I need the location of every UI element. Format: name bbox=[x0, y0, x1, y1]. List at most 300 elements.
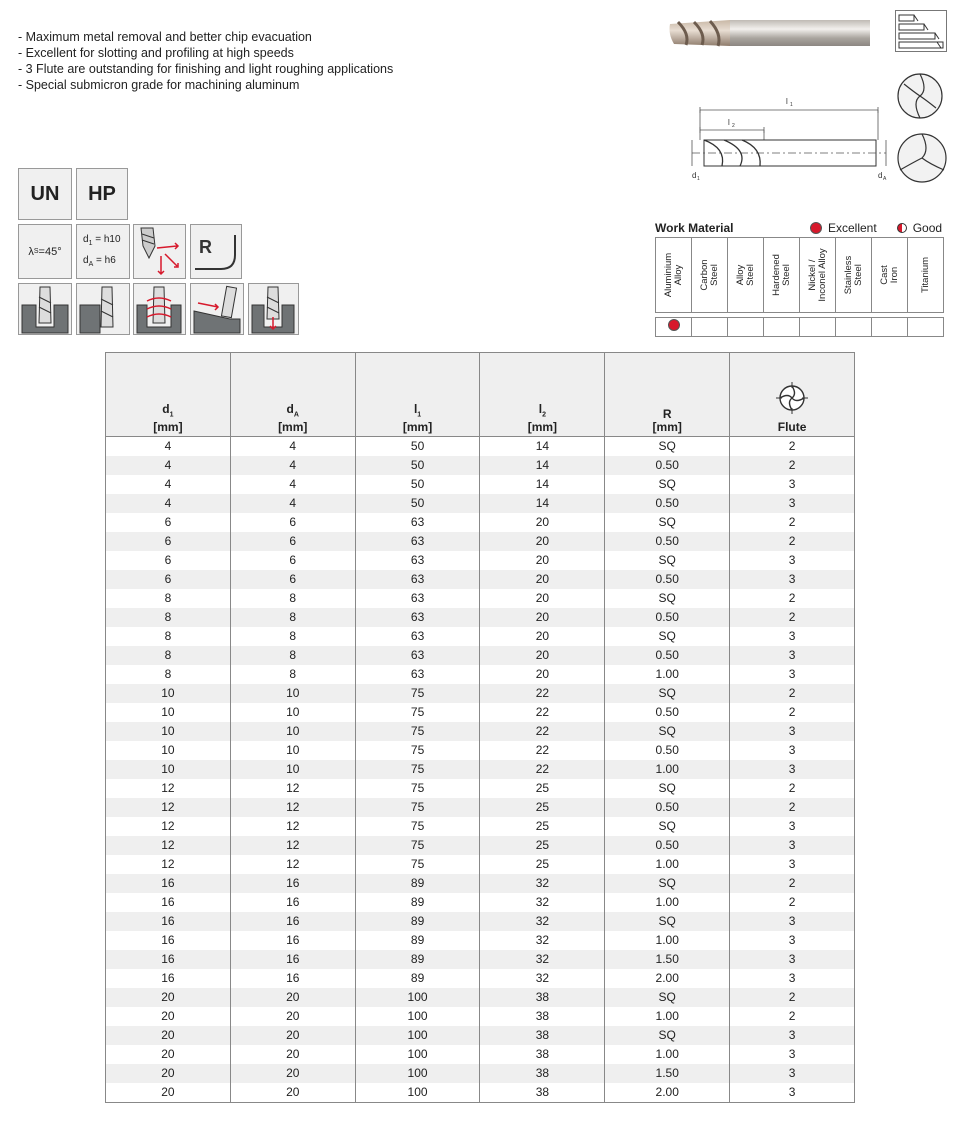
material-rating-cell bbox=[836, 318, 872, 337]
table-cell: 10 bbox=[230, 760, 355, 779]
column-header: $l_2$ [mm] bbox=[480, 353, 605, 437]
table-cell: 10 bbox=[106, 722, 231, 741]
label-l2: l bbox=[728, 118, 730, 127]
table-cell: 75 bbox=[355, 741, 480, 760]
table-cell: 2 bbox=[730, 589, 855, 608]
helical-interpolation-icon bbox=[133, 283, 186, 335]
table-cell: 1.50 bbox=[605, 950, 730, 969]
table-cell: 10 bbox=[106, 684, 231, 703]
table-row bbox=[106, 950, 855, 969]
table-cell: 63 bbox=[355, 551, 480, 570]
table-cell: 4 bbox=[106, 475, 231, 494]
table-cell: 16 bbox=[230, 912, 355, 931]
table-row bbox=[106, 836, 855, 855]
table-cell: 75 bbox=[355, 817, 480, 836]
table-cell: 2 bbox=[730, 893, 855, 912]
table-cell: 63 bbox=[355, 627, 480, 646]
table-cell: 4 bbox=[230, 475, 355, 494]
table-cell: 3 bbox=[730, 969, 855, 988]
badge-hp: HP bbox=[76, 168, 128, 220]
table-cell: 8 bbox=[106, 646, 231, 665]
table-row bbox=[106, 798, 855, 817]
flute-icon bbox=[775, 381, 809, 415]
table-cell: 63 bbox=[355, 608, 480, 627]
table-cell: 25 bbox=[480, 836, 605, 855]
table-row bbox=[106, 817, 855, 836]
table-cell: SQ bbox=[605, 513, 730, 532]
table-row bbox=[106, 1064, 855, 1083]
table-cell: 75 bbox=[355, 760, 480, 779]
table-cell: SQ bbox=[605, 589, 730, 608]
table-cell: 8 bbox=[106, 627, 231, 646]
table-cell: 2 bbox=[730, 703, 855, 722]
table-cell: 12 bbox=[106, 855, 231, 874]
table-cell: 20 bbox=[230, 1007, 355, 1026]
legend-excellent-label: Excellent bbox=[828, 221, 877, 235]
table-cell: 4 bbox=[106, 437, 231, 457]
table-row bbox=[106, 931, 855, 950]
table-cell: 2.00 bbox=[605, 969, 730, 988]
table-cell: 0.50 bbox=[605, 494, 730, 513]
table-cell: 22 bbox=[480, 722, 605, 741]
table-cell: 25 bbox=[480, 798, 605, 817]
table-cell: 32 bbox=[480, 969, 605, 988]
table-row bbox=[106, 608, 855, 627]
table-cell: 12 bbox=[106, 817, 231, 836]
table-cell: 2 bbox=[730, 1007, 855, 1026]
table-cell: 32 bbox=[480, 950, 605, 969]
table-cell: 0.50 bbox=[605, 456, 730, 475]
table-cell: 16 bbox=[106, 969, 231, 988]
table-cell: 2 bbox=[730, 456, 855, 475]
table-cell: 38 bbox=[480, 1026, 605, 1045]
table-cell: 22 bbox=[480, 760, 605, 779]
table-cell: 63 bbox=[355, 570, 480, 589]
table-cell: 63 bbox=[355, 589, 480, 608]
table-cell: 89 bbox=[355, 912, 480, 931]
table-cell: 20 bbox=[106, 1026, 231, 1045]
label-d1: d bbox=[692, 171, 697, 180]
table-row bbox=[106, 893, 855, 912]
material-header: Nickel / Inconel Alloy bbox=[800, 238, 836, 313]
table-cell: 25 bbox=[480, 855, 605, 874]
table-cell: 20 bbox=[106, 1064, 231, 1083]
table-cell: 3 bbox=[730, 494, 855, 513]
svg-text:1: 1 bbox=[697, 176, 700, 182]
table-cell: 22 bbox=[480, 703, 605, 722]
table-cell: 32 bbox=[480, 912, 605, 931]
table-cell: 3 bbox=[730, 646, 855, 665]
table-cell: 38 bbox=[480, 1007, 605, 1026]
table-cell: 89 bbox=[355, 874, 480, 893]
table-cell: 3 bbox=[730, 741, 855, 760]
table-cell: 3 bbox=[730, 1083, 855, 1103]
table-cell: 16 bbox=[106, 893, 231, 912]
table-cell: 20 bbox=[106, 1007, 231, 1026]
table-cell: 8 bbox=[230, 608, 355, 627]
feature-item: - Excellent for slotting and profiling at high speeds bbox=[18, 46, 294, 60]
table-cell: 10 bbox=[230, 703, 355, 722]
table-cell: 3 bbox=[730, 817, 855, 836]
table-cell: SQ bbox=[605, 874, 730, 893]
table-cell: 16 bbox=[106, 950, 231, 969]
work-material-table bbox=[655, 237, 944, 337]
table-cell: 14 bbox=[480, 475, 605, 494]
table-cell: 10 bbox=[106, 741, 231, 760]
table-cell: 20 bbox=[480, 551, 605, 570]
table-cell: 0.50 bbox=[605, 532, 730, 551]
table-cell: 3 bbox=[730, 931, 855, 950]
table-cell: 38 bbox=[480, 1083, 605, 1103]
table-cell: 20 bbox=[480, 608, 605, 627]
table-cell: 3 bbox=[730, 551, 855, 570]
table-cell: 50 bbox=[355, 494, 480, 513]
table-row bbox=[106, 874, 855, 893]
table-cell: 100 bbox=[355, 1007, 480, 1026]
table-cell: 12 bbox=[230, 836, 355, 855]
table-cell: 4 bbox=[106, 456, 231, 475]
material-rating-cell bbox=[656, 318, 692, 337]
table-row bbox=[106, 437, 855, 457]
table-cell: 2 bbox=[730, 437, 855, 457]
table-cell: 6 bbox=[106, 551, 231, 570]
table-cell: 0.50 bbox=[605, 836, 730, 855]
flute-cross-section-icons bbox=[894, 66, 950, 192]
feature-item: - 3 Flute are outstanding for finishing and light roughing applications bbox=[18, 62, 394, 76]
table-cell: 10 bbox=[230, 741, 355, 760]
table-row bbox=[106, 741, 855, 760]
table-row bbox=[106, 475, 855, 494]
table-cell: SQ bbox=[605, 912, 730, 931]
table-row bbox=[106, 722, 855, 741]
table-cell: 6 bbox=[230, 532, 355, 551]
good-dot-icon bbox=[897, 223, 907, 233]
table-cell: 16 bbox=[230, 874, 355, 893]
table-cell: 63 bbox=[355, 513, 480, 532]
svg-text:A: A bbox=[883, 176, 887, 182]
table-cell: 89 bbox=[355, 969, 480, 988]
table-cell: SQ bbox=[605, 988, 730, 1007]
side-milling-icon bbox=[76, 283, 130, 335]
table-cell: 3 bbox=[730, 722, 855, 741]
table-cell: 50 bbox=[355, 475, 480, 494]
table-cell: 22 bbox=[480, 684, 605, 703]
table-row bbox=[106, 988, 855, 1007]
table-cell: 1.00 bbox=[605, 665, 730, 684]
table-cell: 0.50 bbox=[605, 570, 730, 589]
table-row bbox=[106, 1007, 855, 1026]
table-row bbox=[106, 494, 855, 513]
label-l1: l bbox=[786, 97, 788, 106]
table-row bbox=[106, 912, 855, 931]
table-row bbox=[106, 627, 855, 646]
table-cell: 1.00 bbox=[605, 1045, 730, 1064]
label-da: d bbox=[878, 171, 883, 180]
table-cell: 8 bbox=[106, 665, 231, 684]
table-cell: 2 bbox=[730, 798, 855, 817]
material-rating-cell bbox=[908, 318, 944, 337]
table-row bbox=[106, 855, 855, 874]
table-cell: 3 bbox=[730, 760, 855, 779]
table-cell: 8 bbox=[230, 665, 355, 684]
table-cell: 12 bbox=[230, 798, 355, 817]
table-cell: 1.00 bbox=[605, 1007, 730, 1026]
table-cell: 2 bbox=[730, 532, 855, 551]
table-cell: 1.00 bbox=[605, 893, 730, 912]
table-cell: 6 bbox=[230, 513, 355, 532]
material-header: Aluminium Alloy bbox=[656, 238, 692, 313]
table-row bbox=[106, 1026, 855, 1045]
table-cell: 12 bbox=[230, 855, 355, 874]
table-row bbox=[106, 760, 855, 779]
material-rating-cell bbox=[872, 318, 908, 337]
table-cell: 38 bbox=[480, 1064, 605, 1083]
table-cell: 25 bbox=[480, 817, 605, 836]
table-cell: 32 bbox=[480, 931, 605, 950]
column-header: R [mm] bbox=[605, 353, 730, 437]
table-cell: 20 bbox=[480, 627, 605, 646]
table-cell: 100 bbox=[355, 988, 480, 1007]
tool-standard-icon bbox=[895, 10, 947, 52]
table-cell: 20 bbox=[106, 1083, 231, 1103]
svg-text:1: 1 bbox=[790, 102, 793, 108]
table-cell: 1.00 bbox=[605, 855, 730, 874]
table-cell: 50 bbox=[355, 437, 480, 457]
column-header: $d_A$ [mm] bbox=[230, 353, 355, 437]
material-rating-cell bbox=[764, 318, 800, 337]
table-cell: 20 bbox=[106, 988, 231, 1007]
material-header: Hardened Steel bbox=[764, 238, 800, 313]
table-cell: 2 bbox=[730, 874, 855, 893]
table-cell: 63 bbox=[355, 665, 480, 684]
table-cell: 22 bbox=[480, 741, 605, 760]
table-cell: 2 bbox=[730, 608, 855, 627]
rating-legend bbox=[810, 221, 942, 235]
table-cell: 89 bbox=[355, 950, 480, 969]
table-cell: 4 bbox=[230, 437, 355, 457]
table-cell: 3 bbox=[730, 665, 855, 684]
table-cell: 63 bbox=[355, 646, 480, 665]
table-cell: 20 bbox=[230, 1026, 355, 1045]
ramping-icon bbox=[190, 283, 244, 335]
table-row bbox=[106, 570, 855, 589]
table-cell: 14 bbox=[480, 456, 605, 475]
table-cell: 12 bbox=[106, 836, 231, 855]
table-cell: 3 bbox=[730, 475, 855, 494]
table-cell: 6 bbox=[106, 532, 231, 551]
table-row bbox=[106, 532, 855, 551]
table-cell: 20 bbox=[480, 513, 605, 532]
corner-radius-badge: R bbox=[190, 224, 242, 279]
table-cell: 8 bbox=[230, 646, 355, 665]
material-rating-cell bbox=[692, 318, 728, 337]
table-cell: 6 bbox=[230, 570, 355, 589]
table-cell: 0.50 bbox=[605, 741, 730, 760]
table-cell: 38 bbox=[480, 1045, 605, 1064]
table-cell: 10 bbox=[106, 760, 231, 779]
table-row bbox=[106, 456, 855, 475]
column-header: $l_1$ [mm] bbox=[355, 353, 480, 437]
table-cell: 20 bbox=[480, 665, 605, 684]
table-cell: 20 bbox=[480, 646, 605, 665]
table-cell: 100 bbox=[355, 1083, 480, 1103]
table-cell: 38 bbox=[480, 988, 605, 1007]
table-cell: 20 bbox=[230, 988, 355, 1007]
table-cell: SQ bbox=[605, 551, 730, 570]
material-rating-cell bbox=[728, 318, 764, 337]
table-cell: 3 bbox=[730, 1064, 855, 1083]
table-cell: SQ bbox=[605, 779, 730, 798]
table-row bbox=[106, 513, 855, 532]
material-header: Carbon Steel bbox=[692, 238, 728, 313]
table-cell: 12 bbox=[230, 779, 355, 798]
cutting-direction-icon bbox=[133, 224, 186, 279]
table-cell: 3 bbox=[730, 836, 855, 855]
table-cell: 63 bbox=[355, 532, 480, 551]
table-cell: 1.00 bbox=[605, 760, 730, 779]
table-cell: 6 bbox=[230, 551, 355, 570]
table-cell: 4 bbox=[230, 494, 355, 513]
excellent-dot-icon bbox=[810, 222, 822, 234]
table-cell: 3 bbox=[730, 912, 855, 931]
table-row bbox=[106, 646, 855, 665]
svg-text:2: 2 bbox=[732, 123, 735, 129]
table-cell: 8 bbox=[230, 589, 355, 608]
table-cell: SQ bbox=[605, 817, 730, 836]
table-cell: 100 bbox=[355, 1064, 480, 1083]
table-cell: 20 bbox=[230, 1083, 355, 1103]
table-cell: SQ bbox=[605, 1026, 730, 1045]
table-cell: 0.50 bbox=[605, 608, 730, 627]
table-cell: 20 bbox=[480, 532, 605, 551]
table-cell: 75 bbox=[355, 684, 480, 703]
slotting-application-icon bbox=[18, 283, 72, 335]
table-cell: 16 bbox=[106, 874, 231, 893]
table-cell: 75 bbox=[355, 779, 480, 798]
table-cell: 3 bbox=[730, 570, 855, 589]
table-cell: 20 bbox=[230, 1064, 355, 1083]
table-cell: 10 bbox=[230, 684, 355, 703]
table-cell: 16 bbox=[230, 950, 355, 969]
table-cell: 14 bbox=[480, 437, 605, 457]
table-row bbox=[106, 551, 855, 570]
table-cell: 20 bbox=[106, 1045, 231, 1064]
table-cell: 100 bbox=[355, 1045, 480, 1064]
table-cell: 14 bbox=[480, 494, 605, 513]
table-cell: 16 bbox=[106, 912, 231, 931]
table-cell: 3 bbox=[730, 855, 855, 874]
table-cell: 20 bbox=[480, 570, 605, 589]
table-row bbox=[106, 1083, 855, 1103]
table-cell: 20 bbox=[480, 589, 605, 608]
table-row bbox=[106, 1045, 855, 1064]
table-cell: 2 bbox=[730, 779, 855, 798]
excellent-dot-icon bbox=[668, 319, 680, 331]
table-cell: 6 bbox=[106, 570, 231, 589]
table-cell: 2.00 bbox=[605, 1083, 730, 1103]
table-cell: 12 bbox=[230, 817, 355, 836]
table-cell: 10 bbox=[230, 722, 355, 741]
badge-un: UN bbox=[18, 168, 72, 220]
table-cell: SQ bbox=[605, 627, 730, 646]
table-cell: 8 bbox=[230, 627, 355, 646]
end-mill-photo bbox=[668, 14, 870, 52]
material-header: Alloy Steel bbox=[728, 238, 764, 313]
table-cell: 2 bbox=[730, 988, 855, 1007]
table-row bbox=[106, 779, 855, 798]
table-cell: 3 bbox=[730, 1026, 855, 1045]
table-cell: 75 bbox=[355, 703, 480, 722]
table-cell: 1.50 bbox=[605, 1064, 730, 1083]
table-cell: 6 bbox=[106, 513, 231, 532]
table-cell: 16 bbox=[230, 931, 355, 950]
dimensions-table bbox=[105, 352, 855, 1103]
table-row bbox=[106, 684, 855, 703]
work-material-title: Work Material bbox=[655, 221, 734, 235]
table-cell: 4 bbox=[106, 494, 231, 513]
table-cell: SQ bbox=[605, 475, 730, 494]
table-cell: 8 bbox=[106, 589, 231, 608]
column-header: Flute bbox=[730, 353, 855, 437]
table-cell: 12 bbox=[106, 798, 231, 817]
feature-item: - Special submicron grade for machining aluminum bbox=[18, 78, 300, 92]
table-cell: 75 bbox=[355, 836, 480, 855]
table-cell: SQ bbox=[605, 684, 730, 703]
material-header: Titanium bbox=[908, 238, 944, 313]
table-cell: 75 bbox=[355, 855, 480, 874]
end-mill-drawing bbox=[686, 90, 896, 190]
table-cell: SQ bbox=[605, 437, 730, 457]
feature-item: - Maximum metal removal and better chip evacuation bbox=[18, 30, 312, 44]
column-header: $d_1$ [mm] bbox=[106, 353, 231, 437]
table-cell: 12 bbox=[106, 779, 231, 798]
feature-list bbox=[18, 29, 393, 93]
table-row bbox=[106, 589, 855, 608]
tolerance-badge: $d_1 = h10$ $d_A = h6$ bbox=[76, 224, 130, 279]
material-header: Stainless Steel bbox=[836, 238, 872, 313]
table-cell: 20 bbox=[230, 1045, 355, 1064]
table-row bbox=[106, 703, 855, 722]
table-cell: 2 bbox=[730, 684, 855, 703]
table-cell: 8 bbox=[106, 608, 231, 627]
table-cell: SQ bbox=[605, 722, 730, 741]
table-cell: 16 bbox=[106, 931, 231, 950]
table-cell: 100 bbox=[355, 1026, 480, 1045]
table-cell: 3 bbox=[730, 627, 855, 646]
table-cell: 25 bbox=[480, 779, 605, 798]
table-cell: 3 bbox=[730, 1045, 855, 1064]
plunging-icon bbox=[248, 283, 299, 335]
table-cell: 2 bbox=[730, 513, 855, 532]
material-rating-cell bbox=[800, 318, 836, 337]
table-cell: 16 bbox=[230, 893, 355, 912]
table-cell: 89 bbox=[355, 931, 480, 950]
table-row bbox=[106, 665, 855, 684]
table-cell: 3 bbox=[730, 950, 855, 969]
table-cell: 1.00 bbox=[605, 931, 730, 950]
table-cell: 0.50 bbox=[605, 646, 730, 665]
table-cell: 32 bbox=[480, 893, 605, 912]
table-cell: 0.50 bbox=[605, 703, 730, 722]
table-cell: 75 bbox=[355, 722, 480, 741]
table-cell: 75 bbox=[355, 798, 480, 817]
table-cell: 0.50 bbox=[605, 798, 730, 817]
legend-good-label: Good bbox=[912, 221, 943, 235]
table-cell: 16 bbox=[230, 969, 355, 988]
table-cell: 10 bbox=[106, 703, 231, 722]
helix-angle-badge: λ S =45° bbox=[18, 224, 72, 279]
table-cell: 89 bbox=[355, 893, 480, 912]
